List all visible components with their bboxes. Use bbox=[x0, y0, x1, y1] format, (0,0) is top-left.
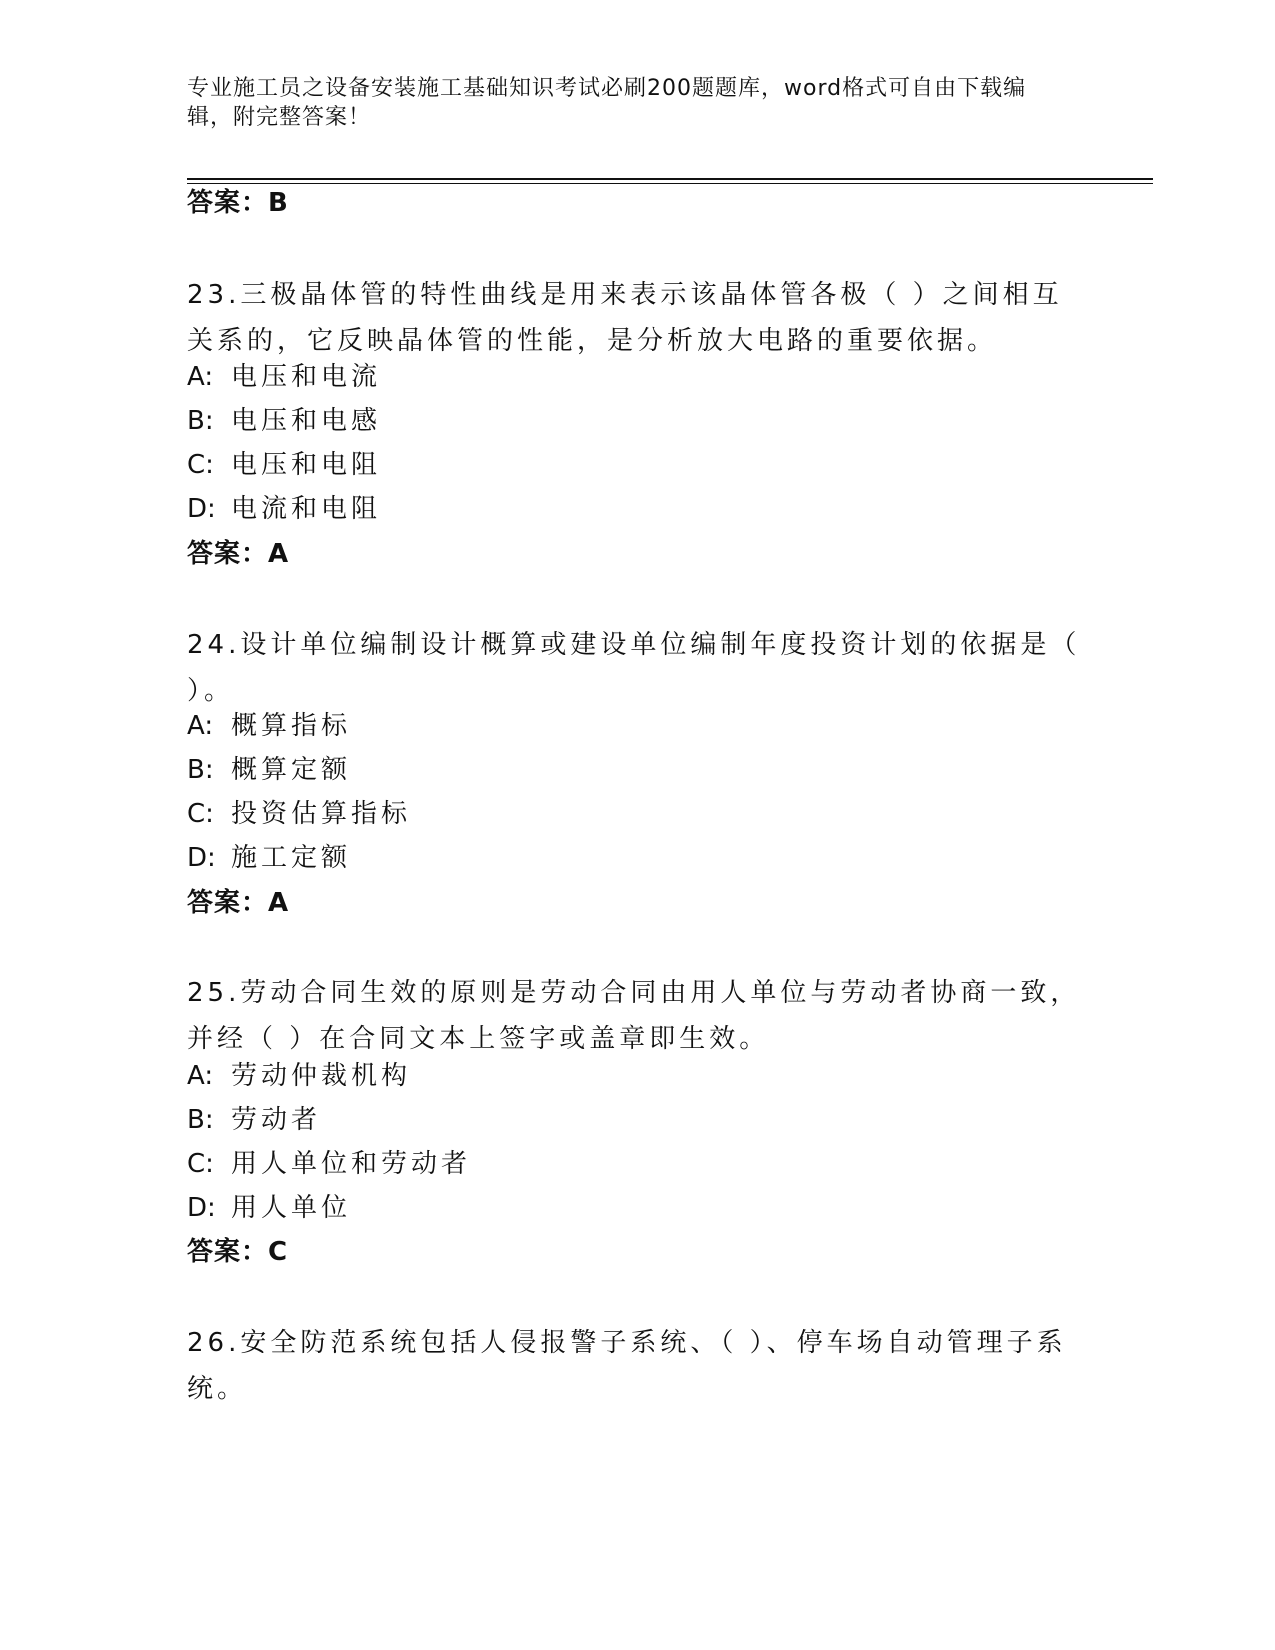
option-text: 劳动者 bbox=[231, 1105, 322, 1135]
question-25-text: 25.劳动合同生效的原则是劳动合同由用人单位与劳动者协商一致，并经（ ）在合同文本上签字或盖章即生效。 bbox=[187, 978, 1081, 1054]
answer-value: C bbox=[268, 1237, 289, 1267]
answer-label: 答案： bbox=[187, 888, 269, 918]
question-25-answer bbox=[187, 1235, 288, 1269]
option-key: A: bbox=[187, 711, 214, 741]
option-key: B: bbox=[187, 406, 214, 436]
answer-label: 答案： bbox=[187, 539, 269, 569]
question-23-text: 23.三极晶体管的特性曲线是用来表示该晶体管各极（ ）之间相互关系的，它反映晶体管的性能，是分析放大电路的重要依据。 bbox=[187, 280, 1063, 356]
option-text: 用人单位 bbox=[231, 1193, 352, 1223]
option-text: 施工定额 bbox=[231, 843, 352, 873]
question-23-option-a bbox=[187, 360, 381, 394]
option-text: 投资估算指标 bbox=[231, 799, 412, 829]
option-text: 用人单位和劳动者 bbox=[231, 1149, 472, 1179]
answer-value: B bbox=[268, 188, 289, 218]
question-23-option-c bbox=[187, 448, 381, 482]
answer-label: 答案： bbox=[187, 188, 269, 218]
answer-label: 答案： bbox=[187, 1237, 269, 1267]
option-text: 概算指标 bbox=[231, 711, 352, 741]
answer-value: A bbox=[268, 888, 290, 918]
option-key: D: bbox=[187, 494, 216, 524]
option-text: 电流和电阻 bbox=[231, 494, 382, 524]
question-25-option-a bbox=[187, 1059, 411, 1093]
header-text: 专业施工员之设备安装施工基础知识考试必刷200题题库，word格式可自由下载编辑，附完整答案！ bbox=[187, 76, 1027, 130]
question-24-option-d bbox=[187, 841, 351, 875]
option-key: B: bbox=[187, 755, 214, 785]
question-24-answer bbox=[187, 886, 289, 920]
option-key: A: bbox=[187, 1061, 214, 1091]
option-key: D: bbox=[187, 1193, 216, 1223]
question-24-option-a bbox=[187, 709, 351, 743]
option-text: 劳动仲裁机构 bbox=[231, 1061, 412, 1091]
question-25-option-c bbox=[187, 1147, 471, 1181]
option-text: 电压和电阻 bbox=[231, 450, 382, 480]
question-24-text: 24.设计单位编制设计概算或建设单位编制年度投资计划的依据是（ ）。 bbox=[187, 630, 1081, 706]
document-header bbox=[187, 74, 1067, 132]
question-24-option-b bbox=[187, 753, 351, 787]
option-key: A: bbox=[187, 362, 214, 392]
header-divider-thick bbox=[187, 178, 1153, 180]
question-24-option-c bbox=[187, 797, 411, 831]
option-text: 电压和电感 bbox=[231, 406, 382, 436]
option-text: 电压和电流 bbox=[231, 362, 382, 392]
answer-line-prev bbox=[187, 186, 289, 220]
question-25-option-b bbox=[187, 1103, 321, 1137]
answer-value: A bbox=[268, 539, 290, 569]
option-key: D: bbox=[187, 843, 216, 873]
option-key: B: bbox=[187, 1105, 214, 1135]
question-23-answer bbox=[187, 537, 289, 571]
option-key: C: bbox=[187, 1149, 214, 1179]
question-23-option-b bbox=[187, 404, 381, 438]
question-25-option-d bbox=[187, 1191, 351, 1225]
header-divider-thin bbox=[187, 183, 1153, 184]
question-23-option-d bbox=[187, 492, 381, 526]
option-key: C: bbox=[187, 799, 214, 829]
question-26-text: 26.安全防范系统包括人侵报警子系统、（ ）、停车场自动管理子系统。 bbox=[187, 1328, 1067, 1404]
option-text: 概算定额 bbox=[231, 755, 352, 785]
option-key: C: bbox=[187, 450, 214, 480]
